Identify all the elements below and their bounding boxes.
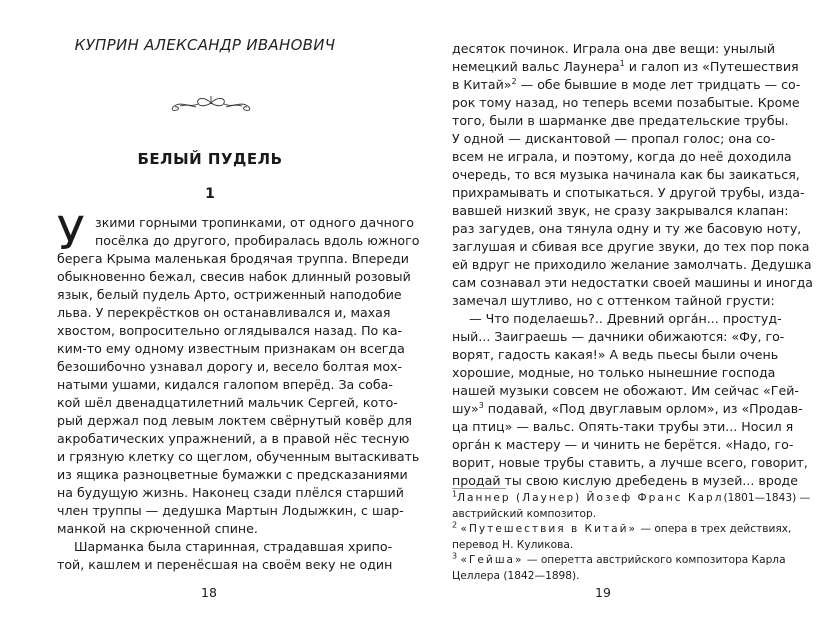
page-number: 19 bbox=[595, 585, 611, 600]
left-body-text bbox=[57, 207, 420, 574]
text-line: того, были в шарманке две предательские трубы. bbox=[452, 113, 789, 128]
text-line: немецкий вальс Лаунера$^1$ и галоп из «Путешествия bbox=[452, 58, 799, 74]
text-line: продай ты свою кислую дребедень в музей... вроде bbox=[452, 473, 798, 488]
text-line: заглушая и сбивая все другие звуки, до тех пор пока bbox=[452, 239, 810, 254]
text-line: натыми ушами, кидался галопом вперёд. За соба- bbox=[57, 377, 393, 392]
text-line: рый держал под левым локтем свёрнутый ковёр для bbox=[57, 413, 413, 428]
text-line: акробатических упражнений, а в правой нёс тесную bbox=[57, 431, 410, 446]
text-line: раз загудев, она тянула одну и ту же басовую ноту, bbox=[452, 221, 802, 236]
text-line: десяток починок. Играла она две вещи: унылый bbox=[452, 41, 776, 56]
text-line: шу»$^3$ подавай, «Под двуглавым орлом», из «Продав- bbox=[452, 400, 803, 416]
text-line: ей вдруг не приходило желание замолчать. Дедушка bbox=[452, 257, 812, 272]
footnote-ref: 3 bbox=[478, 400, 484, 410]
text-line: ца птиц» — вальс. Опять-таки трубы эти... Носил я bbox=[452, 419, 794, 434]
text-line: прихрамывать и спотыкаться. У другой трубы, изда- bbox=[452, 185, 805, 200]
text-line: очередь, то вся музыка начинала как бы заикаться, bbox=[452, 167, 800, 182]
footnote-3-cont: Целлера (1842—1898). bbox=[452, 569, 580, 582]
text-line: член труппы — дедушка Мартын Лодыжкин, с шар- bbox=[57, 503, 404, 518]
footnote-ref: 2 bbox=[511, 76, 517, 86]
footnote-divider bbox=[452, 488, 506, 489]
text-line: У одной — дискантовой — пропал голос; она со- bbox=[452, 131, 776, 146]
footnote-3: $^3$ «Гейша» — оперетта австрийского композитора Карла bbox=[452, 551, 786, 566]
text-line: безошибочно узнавал дорогу и, весело болтая мох- bbox=[57, 359, 403, 374]
footnote-2-cont: перевод Н. Куликова. bbox=[452, 538, 574, 551]
story-title: БЕЛЫЙ ПУДЕЛЬ bbox=[137, 150, 283, 168]
text-line: нашей музыки совсем не обожают. Им сейчас «Гей- bbox=[452, 383, 799, 398]
text-line: той, кашлем и перенёсшая на своём веку не один bbox=[57, 557, 393, 572]
text-line: ворят, гадость какая!» А ведь пьесы были очень bbox=[452, 347, 779, 362]
text-line: хвостом, вопросительно оглядывался назад. По ка- bbox=[57, 323, 403, 338]
text-line: в Китай»$^2$ — обе бывшие в моде лет тридцать — со- bbox=[452, 76, 801, 92]
text-line: замечал шутливо, но с оттенком тайной грусти: bbox=[452, 293, 775, 308]
footnote-1-cont: австрийский композитор. bbox=[452, 507, 597, 520]
text-line: из ящика разноцветные бумажки с предсказаниями bbox=[57, 467, 408, 482]
text-line: на будущую жизнь. Наконец сзади плёлся старший bbox=[57, 485, 404, 500]
text-line: кой шёл двенадцатилетний мальчик Сергей, кото- bbox=[57, 395, 398, 410]
author-header: КУПРИН АЛЕКСАНДР ИВАНОВИЧ bbox=[74, 36, 336, 54]
text-line: хорошие, модные, но только нынешние господа bbox=[452, 365, 776, 380]
text-line: зкими горными тропинками, от одного дачного bbox=[95, 215, 414, 230]
text-line: — Что поделаешь?.. Древний орга́н... простуд- bbox=[469, 311, 782, 326]
footnote-2: $^2$ «Путешествия в Китай» — опера в трех действиях, bbox=[452, 520, 792, 535]
text-line: Шарманка была старинная, страдавшая хрипо- bbox=[74, 539, 393, 554]
text-line: и грязную клетку со щеглом, обученным вытаскивать bbox=[57, 449, 420, 464]
text-line: льва. У перекрёстков он останавливался и, махая bbox=[57, 305, 391, 320]
text-line: обыкновенно бежал, свесив набок длинный розовый bbox=[57, 269, 411, 284]
text-line: ный... Заиграешь — дачники обижаются: «Фу, го- bbox=[452, 329, 785, 344]
footnote-ref: 1 bbox=[619, 58, 625, 68]
flourish-ornament-icon bbox=[166, 92, 256, 114]
right-body-text bbox=[452, 40, 814, 490]
footnotes bbox=[452, 489, 811, 584]
text-line: манкой на скрюченной спине. bbox=[57, 521, 258, 536]
text-line: вавшей низкий звук, не сразу закрывался клапан: bbox=[452, 203, 789, 218]
footnote-1: $^1$Ланнер (Лаунер) Йозеф Франс Карл(1801—1843) — bbox=[452, 489, 811, 504]
text-line: берега Крыма маленькая бродячая труппа. Впереди bbox=[57, 251, 409, 266]
text-line: язык, белый пудель Арто, остриженный наподобие bbox=[57, 287, 402, 302]
text-line: орга́н к мастеру — и чинить не берётся. «Надо, го- bbox=[452, 437, 794, 452]
text-line: посёлка до другого, пробиралась вдоль южного bbox=[95, 233, 420, 248]
text-line: сам сознавал эти недостатки своей машины и иногда bbox=[452, 275, 814, 290]
text-line: рок тому назад, но теперь всеми позабытые. Кроме bbox=[452, 95, 800, 110]
chapter-number: 1 bbox=[205, 186, 215, 202]
right-page bbox=[410, 0, 820, 629]
text-line: всем не играла, и поэтому, когда до неё доходила bbox=[452, 149, 792, 164]
drop-cap: У bbox=[57, 207, 85, 260]
text-line: ворит, новые трубы ставить, а лучше всего, говорит, bbox=[452, 455, 808, 470]
text-line: ким-то ему одному известным признакам он всегда bbox=[57, 341, 405, 356]
page-number: 18 bbox=[201, 585, 217, 600]
